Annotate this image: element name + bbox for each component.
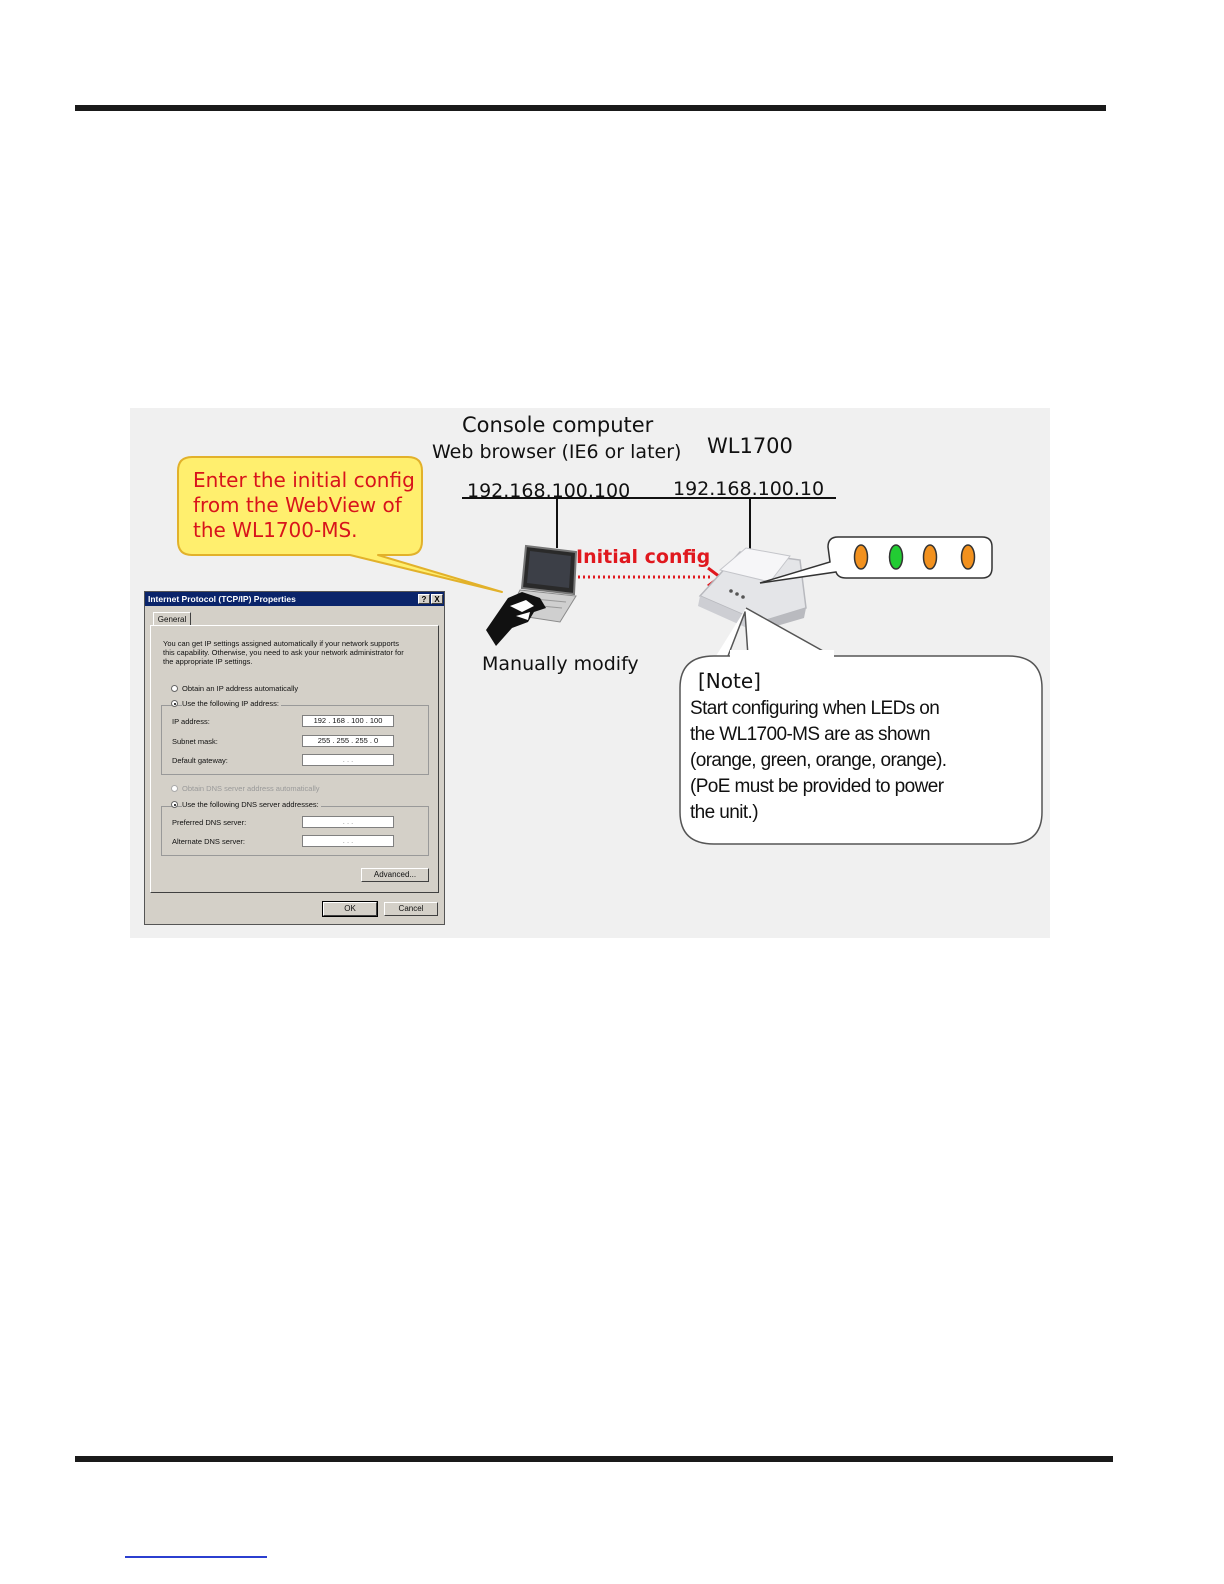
callout-line: Enter the initial config xyxy=(193,468,415,492)
obtain-ip-label[interactable]: Obtain an IP address automatically xyxy=(182,684,299,693)
use-dns-label[interactable]: Use the following DNS server addresses: xyxy=(182,800,319,809)
note-text xyxy=(690,668,1030,826)
console-subtitle: Web browser (IE6 or later) xyxy=(432,441,682,463)
device-ip: 192.168.100.10 xyxy=(673,478,825,500)
led-green xyxy=(890,545,903,569)
led-orange xyxy=(962,545,975,569)
ip-address-label: IP address: xyxy=(172,717,210,726)
note-line: Start configuring when LEDs on xyxy=(690,698,940,719)
tcpip-properties-dialog xyxy=(144,591,445,925)
default-gateway-label: Default gateway: xyxy=(172,756,228,765)
led-orange xyxy=(924,545,937,569)
default-gateway-input[interactable]: . . . xyxy=(302,754,394,766)
console-title: Console computer xyxy=(462,413,654,437)
intro-line: the appropriate IP settings. xyxy=(163,657,253,666)
note-line: (orange, green, orange, orange). xyxy=(690,750,947,771)
dialog-title: Internet Protocol (TCP/IP) Properties xyxy=(148,594,296,604)
console-ip: 192.168.100.100 xyxy=(467,480,631,502)
dns-group-box xyxy=(161,806,429,856)
close-button[interactable]: X xyxy=(431,594,443,604)
ip-address-input[interactable]: 192 . 168 . 100 . 100 xyxy=(302,715,394,727)
note-line: the WL1700-MS are as shown xyxy=(690,724,930,745)
tab-general[interactable]: General xyxy=(153,612,191,625)
intro-line: You can get IP settings assigned automatically if your network supports xyxy=(163,639,399,648)
alternate-dns-label: Alternate DNS server: xyxy=(172,837,245,846)
footer-link-underline[interactable] xyxy=(125,1556,267,1558)
cancel-button[interactable]: Cancel xyxy=(384,902,438,916)
obtain-ip-radio[interactable] xyxy=(171,685,178,692)
footer-rule xyxy=(75,1456,1113,1462)
hand-icon xyxy=(486,592,546,646)
note-title: [Note] xyxy=(698,669,761,693)
obtain-dns-radio[interactable] xyxy=(171,785,178,792)
note-line: (PoE must be provided to power xyxy=(690,776,944,797)
use-ip-label[interactable]: Use the following IP address: xyxy=(182,699,279,708)
advanced-button[interactable]: Advanced... xyxy=(361,868,429,882)
obtain-dns-label[interactable]: Obtain DNS server address automatically xyxy=(182,784,320,793)
use-dns-radio[interactable] xyxy=(171,801,178,808)
dialog-title-bar[interactable] xyxy=(145,592,444,606)
ok-button[interactable]: OK xyxy=(323,902,377,916)
intro-line: this capability. Otherwise, you need to ask your network administrator for xyxy=(163,648,404,657)
device-name: WL1700 xyxy=(707,434,793,458)
preferred-dns-input[interactable]: . . . xyxy=(302,816,394,828)
help-button[interactable]: ? xyxy=(418,594,430,604)
preferred-dns-label: Preferred DNS server: xyxy=(172,818,247,827)
subnet-mask-label: Subnet mask: xyxy=(172,737,218,746)
led-orange xyxy=(855,545,868,569)
callout-line: from the WebView of xyxy=(193,493,402,517)
callout-text xyxy=(193,468,423,543)
subnet-mask-input[interactable]: 255 . 255 . 255 . 0 xyxy=(302,735,394,747)
note-line: the unit.) xyxy=(690,802,758,823)
callout-line: the WL1700-MS. xyxy=(193,518,358,542)
initial-config-label: Initial config xyxy=(576,546,711,568)
use-ip-radio[interactable] xyxy=(171,700,178,707)
manual-modify-label: Manually modify xyxy=(482,653,639,675)
alternate-dns-input[interactable]: . . . xyxy=(302,835,394,847)
